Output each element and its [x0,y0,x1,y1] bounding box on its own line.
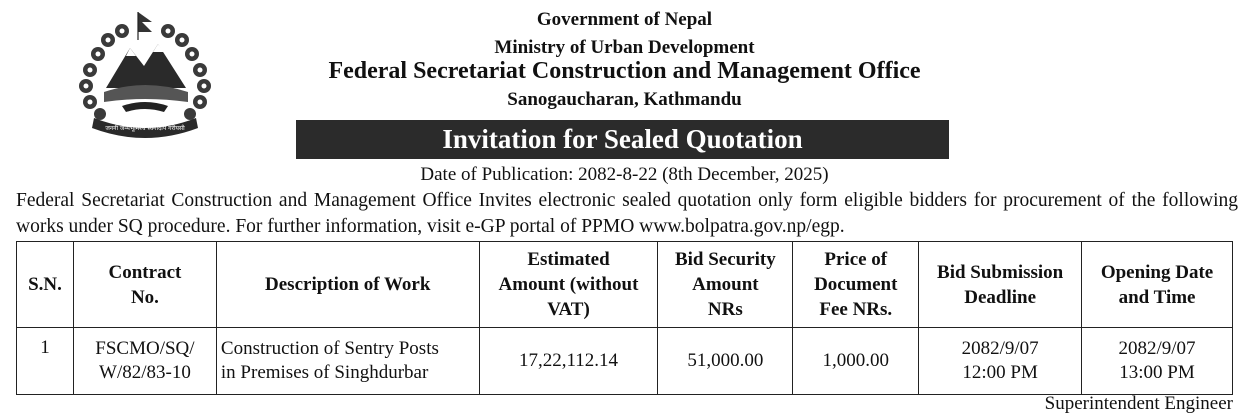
cell-sn: 1 [17,328,74,395]
table-header-row [17,242,1233,328]
notice-title-banner: Invitation for Sealed Quotation [296,120,949,159]
cell-document-fee: 1,000.00 [793,328,919,395]
government-title: Government of Nepal [536,9,713,30]
cell-submission-deadline: 2082/9/07 12:00 PM [919,328,1082,395]
intro-paragraph: Federal Secretariat Construction and Management Office Invites electronic sealed quotation only form eligible bidders for procurement of the following works under SQ procedure. For further information, visit e-GP portal of PPMO www.bolpatra.gov.np/egp. [16,190,1238,237]
ministry-title: Ministry of Urban Development [494,37,755,58]
cell-description: Construction of Sentry Posts in Premises of Singhdurbar [216,328,479,395]
header-estimated-amount: Estimated Amount (without VAT) [479,242,658,328]
office-address: Sanogaucharan, Kathmandu [507,89,742,110]
signatory: Superintendent Engineer [1044,393,1233,414]
cell-opening-date: 2082/9/07 13:00 PM [1082,328,1233,395]
emblem-motto: जननी जन्मभूमिश्च स्वर्गादपि गरीयसी [105,125,185,132]
header-contract-no: Contract No. [73,242,216,328]
header-bid-security: Bid Security Amount NRs [658,242,793,328]
header-sn: S.N. [17,242,74,328]
cell-estimated-amount: 17,22,112.14 [479,328,658,395]
header-document-fee: Price of Document Fee NRs. [793,242,919,328]
quotation-table [16,241,1233,395]
header-submission-deadline: Bid Submission Deadline [919,242,1082,328]
publication-date: Date of Publication: 2082-8-22 (8th December, 2025) [420,164,829,185]
header-description: Description of Work [216,242,479,328]
cell-contract-no: FSCMO/SQ/ W/82/83-10 [73,328,216,395]
cell-bid-security: 51,000.00 [658,328,793,395]
table-row [17,328,1233,395]
header-opening-date: Opening Date and Time [1082,242,1233,328]
office-title: Federal Secretariat Construction and Management Office [328,58,921,84]
